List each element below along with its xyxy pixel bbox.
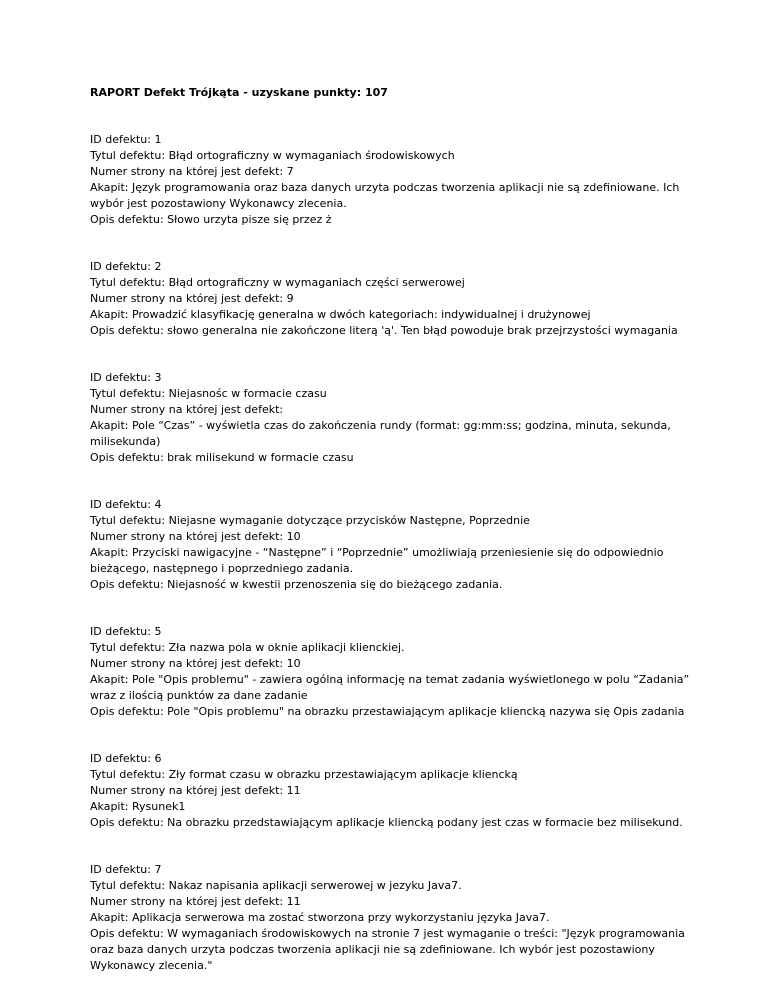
defect-title: Tytul defektu: Niejasnośc w formacie czasu: [90, 387, 327, 400]
defect-entry-4: [90, 497, 690, 593]
defect-description: Opis defektu: brak milisekund w formacie czasu: [90, 451, 354, 464]
defect-title: Tytul defektu: Błąd ortograficzny w wymaganiach części serwerowej: [90, 276, 465, 289]
defect-page-number: Numer strony na której jest defekt: 11: [90, 784, 301, 797]
defect-description: Opis defektu: Słowo urzyta pisze się przez ż: [90, 213, 332, 226]
defect-entry-5: [90, 624, 690, 720]
defect-title: Tytul defektu: Błąd ortograficzny w wymaganiach środowiskowych: [90, 149, 455, 162]
defect-title: Tytul defektu: Niejasne wymaganie dotyczące przycisków Następne, Poprzednie: [90, 514, 530, 527]
document-page: [90, 85, 690, 1005]
defect-id: ID defektu: 4: [90, 498, 162, 511]
defect-title: Tytul defektu: Zła nazwa pola w oknie aplikacji klienckiej.: [90, 641, 405, 654]
defect-page-number: Numer strony na której jest defekt: 10: [90, 530, 301, 543]
defect-id: ID defektu: 3: [90, 371, 162, 384]
defect-paragraph: Akapit: Aplikacja serwerowa ma zostać stworzona przy wykorzystaniu języka Java7.: [90, 911, 550, 924]
defect-entry-6: [90, 751, 690, 831]
defect-id: ID defektu: 7: [90, 863, 162, 876]
defect-title: Tytul defektu: Nakaz napisania aplikacji serwerowej w jezyku Java7.: [90, 879, 462, 892]
defect-paragraph: Akapit: Pole "Opis problemu" - zawiera ogólną informację na temat zadania wyświetlonego w polu “Zadania” wraz z ilością punktów za dane zadanie: [90, 673, 690, 702]
defect-entry-7: [90, 862, 690, 974]
defect-paragraph: Akapit: Przyciski nawigacyjne - “Następne” i “Poprzednie” umożliwiają przeniesienie się do odpowiednio bieżącego, następnego i poprzedniego zadania.: [90, 546, 664, 575]
defect-description: Opis defektu: Na obrazku przedstawiającym aplikacje kliencką podany jest czas w formacie bez milisekund.: [90, 816, 683, 829]
defect-page-number: Numer strony na której jest defekt:: [90, 403, 284, 416]
defect-id: ID defektu: 5: [90, 625, 162, 638]
defect-paragraph: Akapit: Rysunek1: [90, 800, 186, 813]
report-title: RAPORT Defekt Trójkąta - uzyskane punkty: 107: [90, 86, 388, 99]
defect-description: Opis defektu: słowo generalna nie zakończone literą 'ą'. Ten błąd powoduje brak przejrzystości wymagania: [90, 324, 678, 337]
defect-page-number: Numer strony na której jest defekt: 7: [90, 165, 294, 178]
defect-id: ID defektu: 1: [90, 133, 162, 146]
defect-title: Tytul defektu: Zły format czasu w obrazku przestawiającym aplikacje kliencką: [90, 768, 518, 781]
defect-paragraph: Akapit: Język programowania oraz baza danych urzyta podczas tworzenia aplikacji nie są zdefiniowane. Ich wybór jest pozostawiony Wykonawcy zlecenia.: [90, 181, 680, 210]
defect-id: ID defektu: 2: [90, 260, 162, 273]
defect-description: Opis defektu: Niejasność w kwestii przenoszenia się do bieżącego zadania.: [90, 578, 503, 591]
defect-page-number: Numer strony na której jest defekt: 10: [90, 657, 301, 670]
defect-description: Opis defektu: Pole "Opis problemu" na obrazku przestawiającym aplikacje kliencką nazywa się Opis zadania: [90, 705, 685, 718]
defect-paragraph: Akapit: Prowadzić klasyfikację generalna w dwóch kategoriach: indywidualnej i drużynowej: [90, 308, 591, 321]
defect-entry-3: [90, 370, 690, 466]
defect-page-number: Numer strony na której jest defekt: 11: [90, 895, 301, 908]
defect-paragraph: Akapit: Pole “Czas” - wyświetla czas do zakończenia rundy (format: gg:mm:ss; godzina, minuta, sekunda, milisekunda): [90, 419, 671, 448]
defect-entry-1: [90, 132, 690, 228]
defect-page-number: Numer strony na której jest defekt: 9: [90, 292, 294, 305]
defect-id: ID defektu: 6: [90, 752, 162, 765]
defect-entry-2: [90, 259, 690, 339]
defect-description: Opis defektu: W wymaganiach środowiskowych na stronie 7 jest wymaganie o treści: "Język programowania oraz baza danych urzyta podczas tworzenia aplikacji nie są zdefiniowane. Ich wybór jest pozostawiony Wykonawcy zlecenia.": [90, 927, 685, 972]
